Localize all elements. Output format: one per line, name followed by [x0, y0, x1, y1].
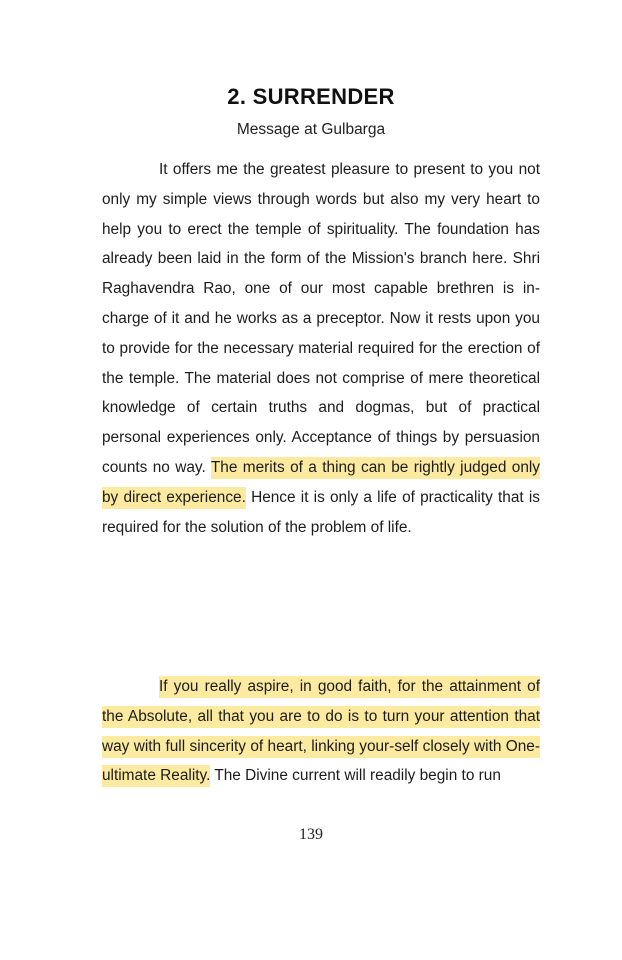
page-number: 139 — [299, 826, 323, 843]
paragraph-2-text: The Divine current will readily begin to run — [214, 767, 501, 785]
paragraph-1-text: It offers me the greatest pleasure to present to you not only my simple views through words but also my very heart to help you to erect the temple of spirituality. The foundation has already been laid in the form of the Mission's branch here. Shri Raghavendra Rao, one of our most capable brethren is in-charge of it and he works as a preceptor. Now it rests upon you to provide for the necessary material required for the erection of the temple. The material does not comprise of mere theoretical knowledge of certain truths and dogmas, but of practical personal experiences only. Acceptance of things by persuasion counts no way. — [102, 161, 540, 476]
highlighted-text: If you really aspire, in good faith, for the attainment of the Absolute, all that you are to do is to turn your attention that way with full sincerity of heart, linking your-self closely with One-ultimate Reality. — [102, 676, 540, 787]
highlighted-text: The merits of a thing can be rightly judged only by direct experience. — [102, 457, 540, 509]
paragraph-1 — [102, 155, 540, 542]
chapter-subtitle: Message at Gulbarga — [236, 121, 386, 138]
paragraph-2 — [102, 672, 540, 791]
paragraph-1-text-end: Hence it is only a life of practicality that is required for the solution of the problem of life. — [102, 488, 540, 536]
chapter-title: 2. SURRENDER — [227, 84, 395, 109]
